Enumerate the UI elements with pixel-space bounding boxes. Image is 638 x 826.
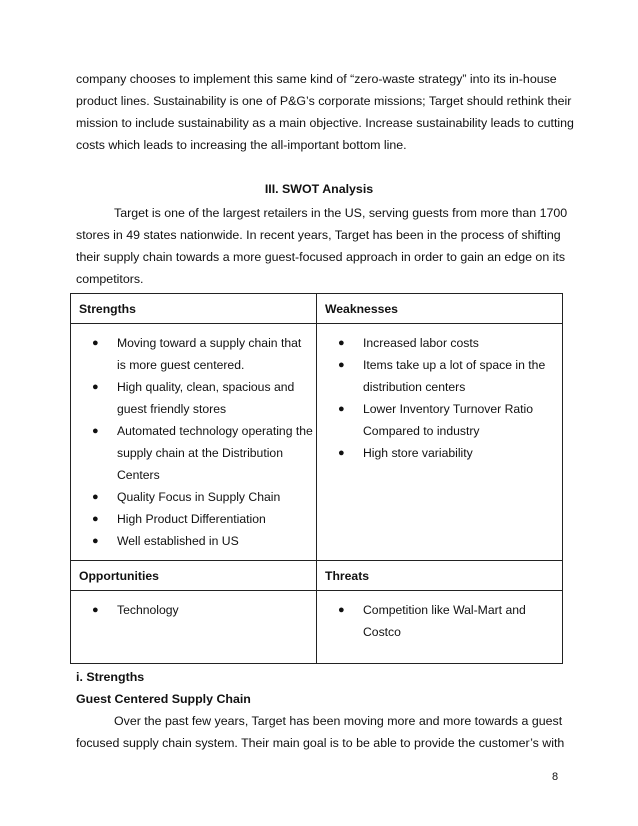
strengths-list <box>79 332 312 552</box>
strengths-header: Strengths <box>71 294 317 324</box>
strengths-list-item <box>79 530 312 552</box>
weaknesses-list-item <box>325 398 558 442</box>
threats-cell <box>317 591 563 664</box>
weaknesses-cell <box>317 324 563 561</box>
text-line: competitors. <box>76 272 144 286</box>
subsection-heading: i. Strengths <box>76 670 145 684</box>
opportunities-cell <box>71 591 317 664</box>
strengths-list-item <box>79 420 312 486</box>
bullet-text: High store variability <box>363 446 473 460</box>
intro-paragraph <box>76 68 574 156</box>
weaknesses-list <box>325 332 558 464</box>
strengths-list-item <box>79 376 312 420</box>
bullet-text: is more guest centered. <box>117 358 245 372</box>
opportunities-list <box>79 599 312 621</box>
strengths-list-item <box>79 508 312 530</box>
bullet-text: Compared to industry <box>363 424 480 438</box>
strengths-cell <box>71 324 317 561</box>
bullet-icon: ● <box>338 359 345 371</box>
bullet-text: Lower Inventory Turnover Ratio <box>363 402 534 416</box>
weaknesses-header: Weaknesses <box>317 294 563 324</box>
bullet-text: Well established in US <box>117 534 239 548</box>
text-line: their supply chain towards a more guest-focused approach in order to gain an edge on its <box>76 250 566 264</box>
table-row <box>71 591 563 664</box>
bullet-text: Moving toward a supply chain that <box>117 336 302 350</box>
text-line: costs which leads to increasing the all-important bottom line. <box>76 138 407 152</box>
weaknesses-list-item <box>325 442 558 464</box>
bullet-icon: ● <box>338 604 345 616</box>
bullet-text: guest friendly stores <box>117 402 227 416</box>
table-row <box>71 324 563 561</box>
bullet-icon: ● <box>92 513 99 525</box>
bullet-text: Items take up a lot of space in the <box>363 358 546 372</box>
text-line: company chooses to implement this same kind of “zero-waste strategy” into its in-house <box>76 72 557 86</box>
text-line: Target is one of the largest retailers in the US, serving guests from more than 1700 <box>114 206 568 220</box>
bullet-text: High quality, clean, spacious and <box>117 380 295 394</box>
swot-intro-paragraph <box>76 202 568 290</box>
bullet-icon: ● <box>92 425 99 437</box>
text-line: Over the past few years, Target has been moving more and more towards a guest <box>114 714 563 728</box>
opportunities-list-item <box>79 599 312 621</box>
threats-list <box>325 599 558 643</box>
bullet-text: Competition like Wal-Mart and <box>363 603 526 617</box>
section-heading: III. SWOT Analysis <box>264 182 374 196</box>
table-row <box>71 294 563 324</box>
bullet-icon: ● <box>338 337 345 349</box>
bullet-text: Increased labor costs <box>363 336 479 350</box>
swot-table <box>70 293 563 664</box>
text-line: stores in 49 states nationwide. In recent years, Target has been in the process of shifting <box>76 228 561 242</box>
strengths-list-item <box>79 332 312 376</box>
bullet-text: Centers <box>117 468 160 482</box>
bullet-icon: ● <box>92 381 99 393</box>
text-line: product lines. Sustainability is one of P&G’s corporate missions; Target should rethink their <box>76 94 572 108</box>
threats-header: Threats <box>317 561 563 591</box>
bullet-text: Quality Focus in Supply Chain <box>117 490 281 504</box>
weaknesses-list-item <box>325 354 558 398</box>
bullet-text: distribution centers <box>363 380 466 394</box>
table-row <box>71 561 563 591</box>
weaknesses-list-item <box>325 332 558 354</box>
bullet-text: supply chain at the Distribution <box>117 446 283 460</box>
bullet-icon: ● <box>92 491 99 503</box>
threats-list-item <box>325 599 558 643</box>
bullet-icon: ● <box>92 337 99 349</box>
subsubsection-heading: Guest Centered Supply Chain <box>76 692 251 706</box>
text-line: focused supply chain system. Their main goal is to be able to provide the customer’s with <box>76 736 565 750</box>
strengths-list-item <box>79 486 312 508</box>
bullet-icon: ● <box>92 535 99 547</box>
bullet-text: High Product Differentiation <box>117 512 266 526</box>
strengths-paragraph <box>76 710 565 754</box>
text-line: mission to include sustainability as a main objective. Increase sustainability leads to cutting <box>76 116 574 130</box>
bullet-icon: ● <box>338 447 345 459</box>
bullet-icon: ● <box>92 604 99 616</box>
bullet-text: Costco <box>363 625 401 639</box>
bullet-icon: ● <box>338 403 345 415</box>
page-number: 8 <box>552 771 559 783</box>
bullet-text: Technology <box>117 603 179 617</box>
bullet-text: Automated technology operating the <box>117 424 313 438</box>
opportunities-header: Opportunities <box>71 561 317 591</box>
